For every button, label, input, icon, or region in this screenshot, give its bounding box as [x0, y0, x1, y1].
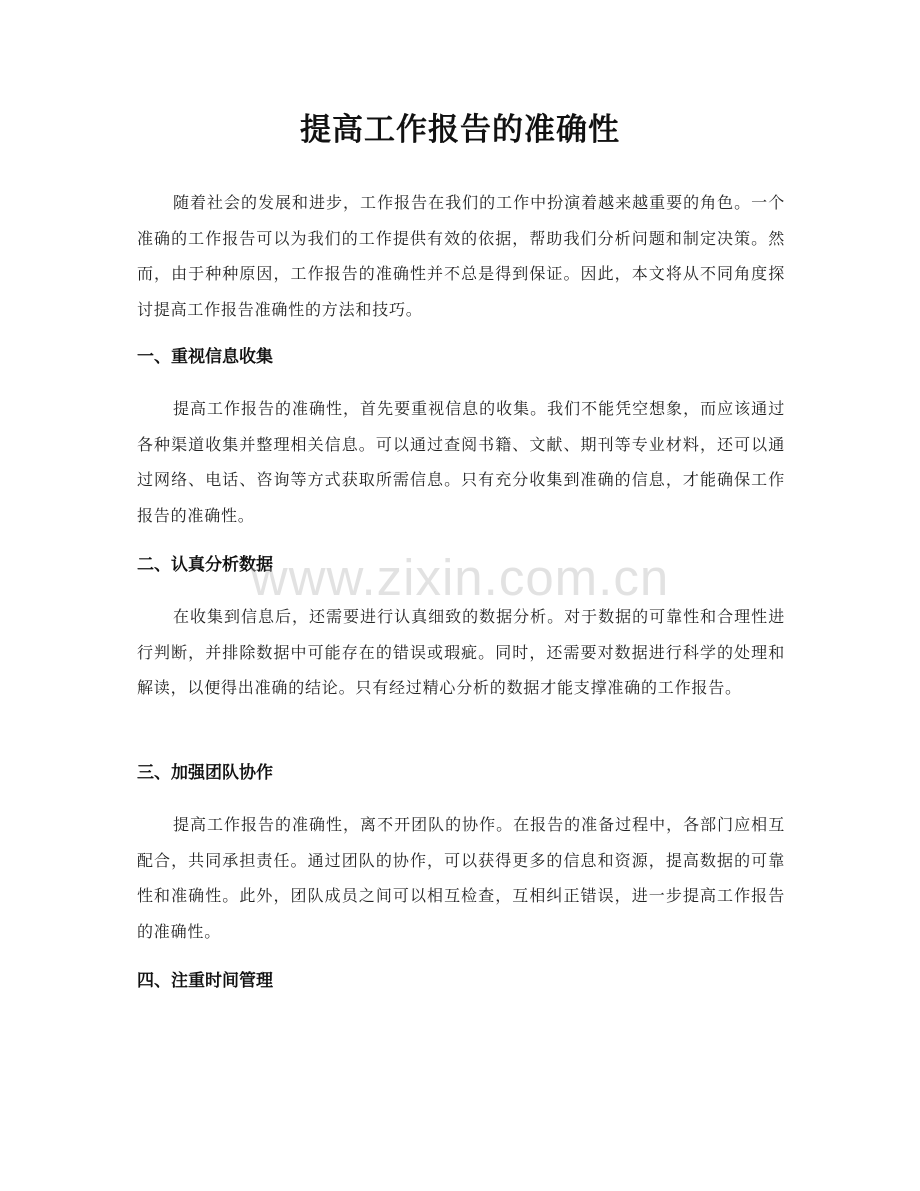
watermark: www.zixin.com.cn	[250, 549, 670, 606]
section-heading-4: 四、注重时间管理	[137, 971, 273, 991]
section-heading-1: 一、重视信息收集	[137, 347, 273, 367]
section-paragraph-3: 提高工作报告的准确性，离不开团队的协作。在报告的准备过程中，各部门应相互配合，共同承担责任。通过团队的协作，可以获得更多的信息和资源，提高数据的可靠性和准确性。此外，团队成员之间可以相互检查，互相纠正错误，进一步提高工作报告的准确性。	[137, 815, 785, 942]
section-paragraph-1: 提高工作报告的准确性，首先要重视信息的收集。我们不能凭空想象，而应该通过各种渠道收集并整理相关信息。可以通过查阅书籍、文献、期刊等专业材料，还可以通过网络、电话、咨询等方式获取所需信息。只有充分收集到准确的信息，才能确保工作报告的准确性。	[137, 399, 785, 526]
section-heading-3: 三、加强团队协作	[137, 763, 273, 783]
section-paragraph-2: 在收集到信息后，还需要进行认真细致的数据分析。对于数据的可靠性和合理性进行判断，并排除数据中可能存在的错误或瑕疵。同时，还需要对数据进行科学的处理和解读，以便得出准确的结论。只有经过精心分析的数据才能支撑准确的工作报告。	[137, 607, 785, 698]
section-heading-2: 二、认真分析数据	[137, 555, 273, 575]
document-title: 提高工作报告的准确性	[300, 112, 620, 148]
intro-paragraph: 随着社会的发展和进步，工作报告在我们的工作中扮演着越来越重要的角色。一个准确的工作报告可以为我们的工作提供有效的依据，帮助我们分析问题和制定决策。然而，由于种种原因，工作报告的准确性并不总是得到保证。因此，本文将从不同角度探讨提高工作报告准确性的方法和技巧。	[137, 193, 785, 320]
